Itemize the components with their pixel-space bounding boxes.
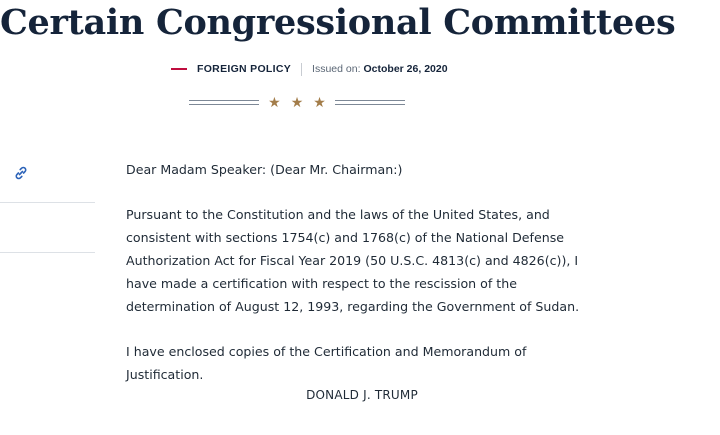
divider-line-left [189,100,259,105]
article-meta [171,61,448,77]
sidebar-divider [0,252,95,253]
issued-date: October 26, 2020 [363,63,448,75]
star-icon: ★ [268,94,281,110]
signature: DONALD J. TRUMP [306,388,418,402]
letter-salutation: Dear Madam Speaker: (Dear Mr. Chairman:) [126,162,403,177]
meta-separator [301,63,302,76]
divider-line-right [335,100,405,105]
copy-link-button[interactable] [13,165,29,181]
accent-line [171,68,187,70]
letter-paragraph: Pursuant to the Constitution and the laws of the United States, and consistent with sections 1754(c) and 1768(c) of the National Defense Authorization Act for Fiscal Year 2019 (50 U.S.C. 4813(c) and 4826(c)), I have made a certification with respect to the rescission of the determination of August 12, 1993, regarding the Government of Sudan. [126,207,580,314]
category-link[interactable]: FOREIGN POLICY [197,63,292,75]
star-icon: ★ [313,94,326,110]
star-icon: ★ [290,94,304,110]
sidebar-divider [0,202,95,203]
link-icon [13,165,29,181]
divider-stars [268,95,326,109]
page-title: Certain Congressional Committees [0,2,676,43]
issued-label: Issued on: [312,63,361,75]
letter-paragraph: I have enclosed copies of the Certification and Memorandum of Justification. [126,344,527,382]
star-divider [189,93,405,111]
